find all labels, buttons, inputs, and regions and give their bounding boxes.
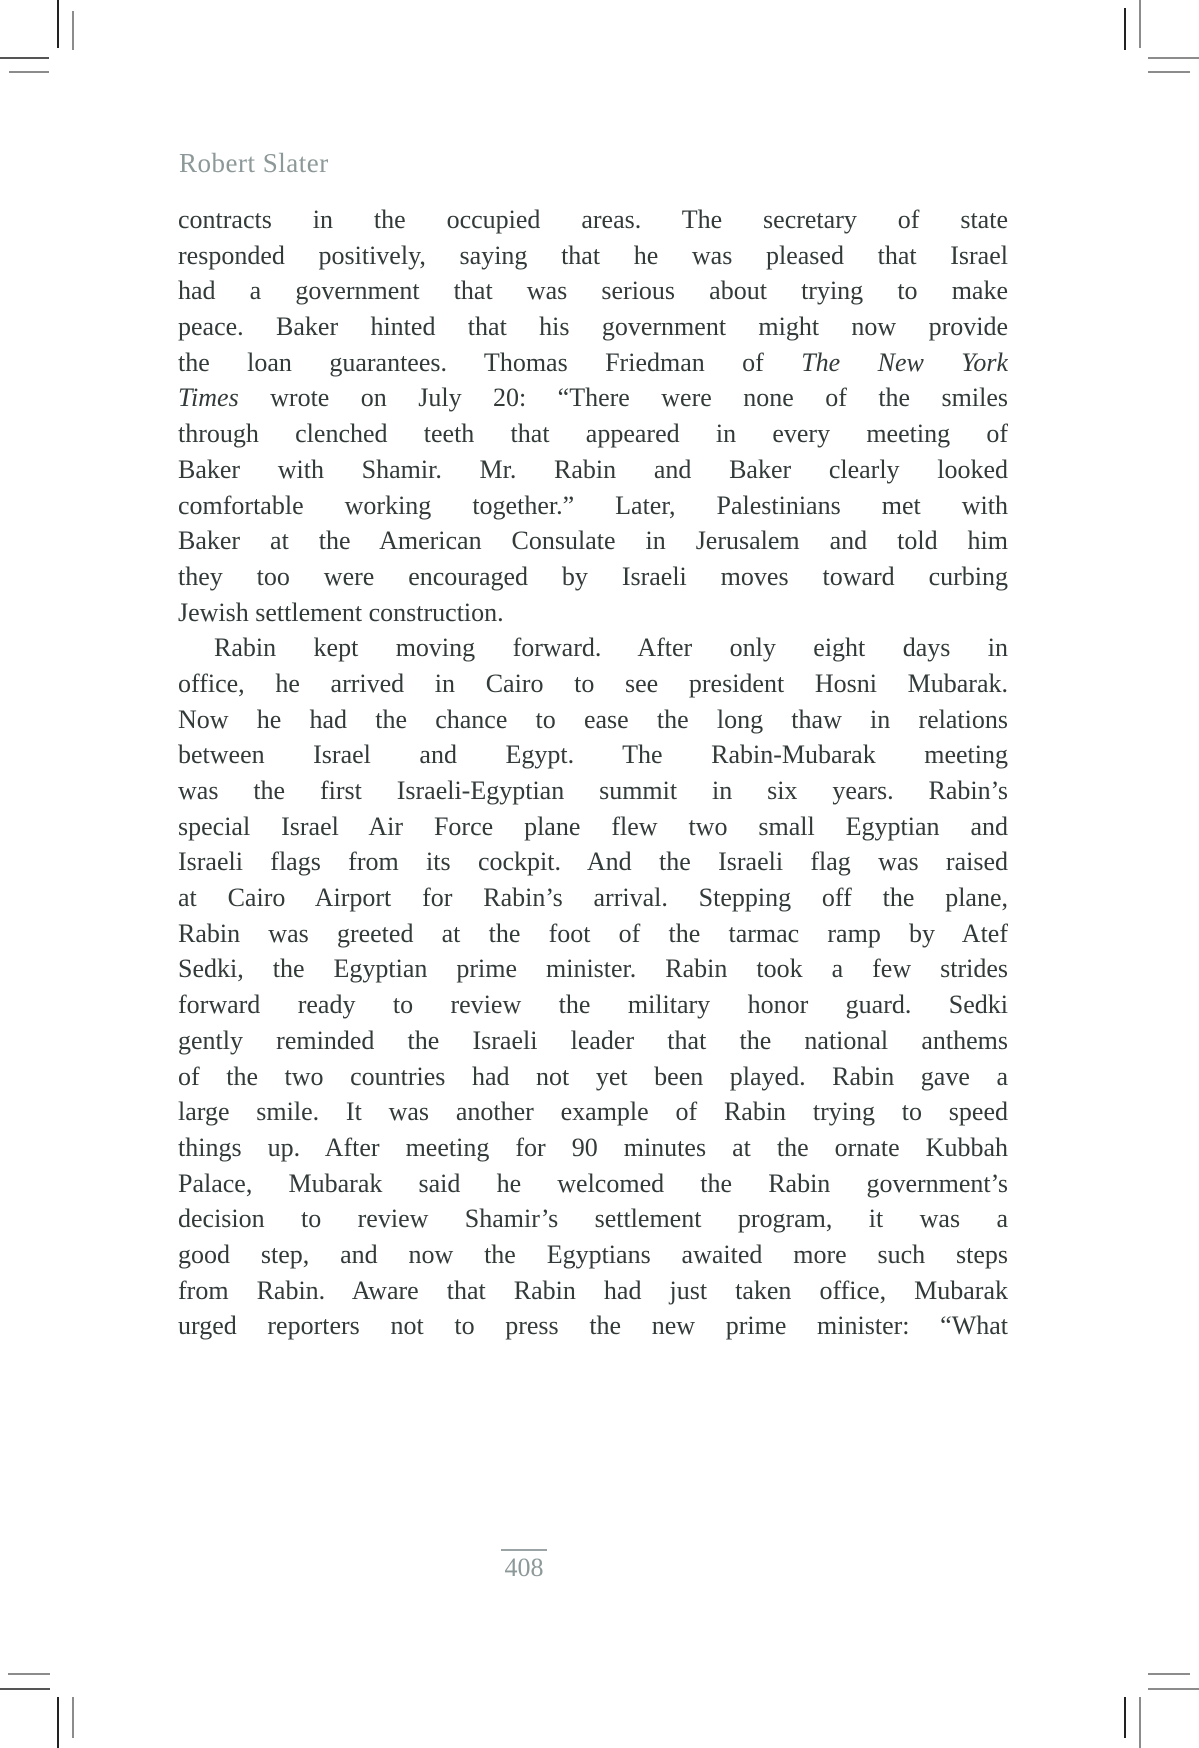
text-segment: of the two countries had not yet been played. Rabin gave a bbox=[178, 1061, 1008, 1091]
text-segment: decision to review Shamir’s settlement program, it was a bbox=[178, 1204, 1008, 1234]
text-line bbox=[178, 380, 1008, 416]
text-line bbox=[178, 702, 1008, 738]
text-segment: Now he had the chance to ease the long thaw in relations bbox=[178, 704, 1008, 734]
crop-mark-bottom-left-vertical-outer bbox=[57, 1697, 59, 1748]
text-segment: between Israel and Egypt. The Rabin-Mubarak meeting bbox=[178, 740, 1008, 770]
crop-mark-bottom-right-vertical-outer bbox=[1139, 1697, 1141, 1748]
text-segment: contracts in the occupied areas. The secretary of state bbox=[178, 205, 1008, 234]
text-line bbox=[178, 595, 1008, 631]
paragraph bbox=[178, 630, 1008, 1344]
text-segment: Israeli flags from its cockpit. And the Israeli flag was raised bbox=[178, 847, 1008, 877]
text-segment: from Rabin. Aware that Rabin had just taken office, Mubarak bbox=[178, 1275, 1008, 1305]
text-line bbox=[178, 1237, 1008, 1273]
crop-mark-bottom-left-vertical-inner bbox=[72, 1697, 74, 1738]
text-line bbox=[178, 773, 1008, 809]
text-segment: they too were encouraged by Israeli moves toward curbing bbox=[178, 561, 1008, 591]
text-line bbox=[178, 1166, 1008, 1202]
crop-mark-top-left-vertical-inner bbox=[72, 11, 74, 50]
crop-mark-top-right-vertical-outer bbox=[1139, 0, 1141, 48]
text-segment: gently reminded the Israeli leader that the national anthems bbox=[178, 1025, 1008, 1055]
crop-mark-bottom-left-horizontal-inner bbox=[8, 1673, 50, 1675]
text-segment: things up. After meeting for 90 minutes at the ornate Kubbah bbox=[178, 1132, 1008, 1162]
crop-mark-top-left-horizontal-outer bbox=[0, 57, 49, 59]
text-line bbox=[178, 416, 1008, 452]
text-line bbox=[178, 1059, 1008, 1095]
running-header: Robert Slater bbox=[179, 148, 329, 178]
text-line bbox=[178, 1023, 1008, 1059]
page-number-rule bbox=[501, 1549, 547, 1551]
text-line bbox=[178, 844, 1008, 880]
text-line bbox=[178, 880, 1008, 916]
text-line bbox=[178, 452, 1008, 488]
crop-mark-bottom-right-horizontal-outer bbox=[1148, 1688, 1199, 1690]
text-line bbox=[178, 666, 1008, 702]
text-segment: Rabin was greeted at the foot of the tarmac ramp by Atef bbox=[178, 918, 1008, 948]
text-line bbox=[178, 987, 1008, 1023]
text-line bbox=[178, 273, 1008, 309]
text-segment: comfortable working together.” Later, Palestinians met with bbox=[178, 490, 1008, 520]
page-number: 408 bbox=[504, 1553, 544, 1582]
text-line bbox=[178, 951, 1008, 987]
text-line bbox=[178, 630, 1008, 666]
text-segment: Jewish settlement construction. bbox=[178, 597, 504, 627]
text-line bbox=[178, 1273, 1008, 1309]
text-line bbox=[178, 202, 1008, 238]
crop-mark-top-right-vertical-inner bbox=[1124, 8, 1126, 50]
text-line bbox=[178, 737, 1008, 773]
text-segment: special Israel Air Force plane flew two small Egyptian and bbox=[178, 811, 1008, 841]
crop-mark-bottom-left-horizontal-outer bbox=[0, 1688, 50, 1690]
text-segment: had a government that was serious about trying to make bbox=[178, 276, 1008, 306]
crop-mark-top-left-horizontal-inner bbox=[9, 71, 49, 73]
text-segment: good step, and now the Egyptians awaited more such steps bbox=[178, 1239, 1008, 1269]
italic-text-segment: Times bbox=[178, 383, 239, 413]
italic-text-segment: The New York bbox=[801, 347, 1008, 377]
text-line bbox=[178, 809, 1008, 845]
text-segment: the loan guarantees. Thomas Friedman of bbox=[178, 347, 802, 377]
paragraph bbox=[178, 202, 1008, 630]
text-segment: through clenched teeth that appeared in every meeting of bbox=[178, 419, 1008, 449]
crop-mark-bottom-right-horizontal-inner bbox=[1148, 1673, 1190, 1675]
text-segment: at Cairo Airport for Rabin’s arrival. Stepping off the plane, bbox=[178, 883, 1008, 913]
text-segment: responded positively, saying that he was pleased that Israel bbox=[178, 240, 1008, 270]
crop-mark-top-right-horizontal-outer bbox=[1148, 57, 1199, 59]
text-segment: peace. Baker hinted that his government might now provide bbox=[178, 312, 1008, 342]
text-line bbox=[178, 1094, 1008, 1130]
text-line bbox=[178, 916, 1008, 952]
text-segment: urged reporters not to press the new prime minister: “What bbox=[178, 1311, 1008, 1341]
text-segment: Palace, Mubarak said he welcomed the Rabin government’s bbox=[178, 1168, 1008, 1198]
text-segment: wrote on July 20: “There were none of the smiles bbox=[238, 383, 1008, 413]
text-line bbox=[178, 238, 1008, 274]
text-segment: forward ready to review the military honor guard. Sedki bbox=[178, 990, 1008, 1020]
text-segment: Baker with Shamir. Mr. Rabin and Baker clearly looked bbox=[178, 454, 1008, 484]
text-line bbox=[178, 1308, 1008, 1344]
text-segment: office, he arrived in Cairo to see president Hosni Mubarak. bbox=[178, 668, 1008, 698]
text-line bbox=[178, 559, 1008, 595]
text-line bbox=[178, 1130, 1008, 1166]
text-line bbox=[178, 1201, 1008, 1237]
text-line bbox=[178, 309, 1008, 345]
crop-mark-top-right-horizontal-inner bbox=[1148, 71, 1190, 73]
text-line bbox=[178, 488, 1008, 524]
text-segment: large smile. It was another example of Rabin trying to speed bbox=[178, 1097, 1008, 1127]
text-line bbox=[178, 345, 1008, 381]
text-segment: Rabin kept moving forward. After only eight days in bbox=[214, 633, 1008, 663]
crop-mark-top-left-vertical-outer bbox=[57, 0, 59, 48]
crop-mark-bottom-right-vertical-inner bbox=[1124, 1697, 1126, 1738]
text-segment: was the first Israeli-Egyptian summit in six years. Rabin’s bbox=[178, 776, 1008, 805]
text-block bbox=[178, 202, 1008, 1344]
text-line bbox=[178, 523, 1008, 559]
text-segment: Sedki, the Egyptian prime minister. Rabin took a few strides bbox=[178, 954, 1008, 984]
text-segment: Baker at the American Consulate in Jerusalem and told him bbox=[178, 526, 1008, 556]
